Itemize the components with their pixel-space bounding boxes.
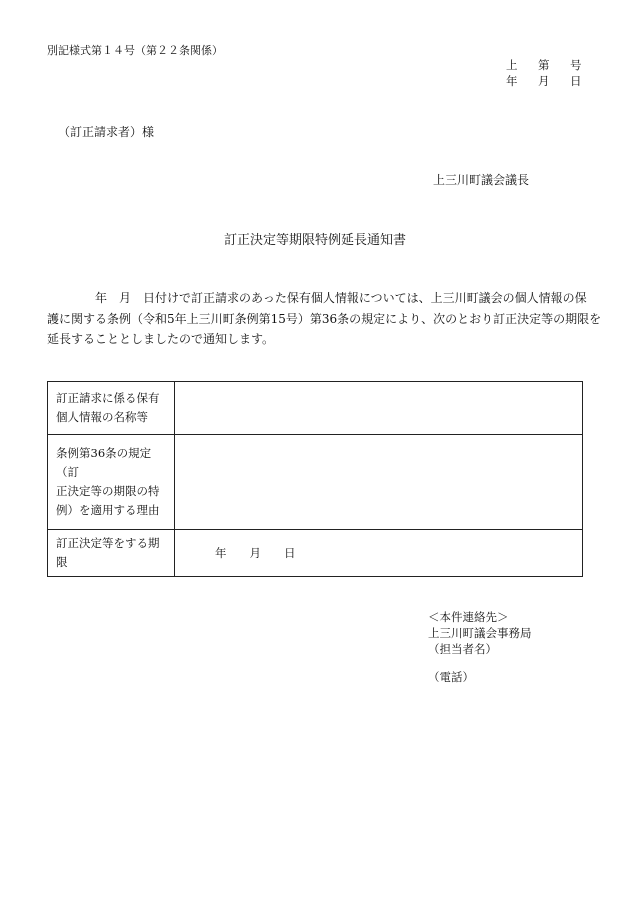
- label-line: 個人情報の名称等: [56, 410, 148, 424]
- label-line: 条例第36条の規定（訂: [56, 446, 152, 479]
- reference-block: [506, 57, 602, 89]
- table-row: [48, 530, 583, 577]
- addressee: （訂正請求者）様: [58, 125, 155, 139]
- label-line: 訂正決定等をする期: [56, 536, 160, 550]
- label-line: 例）を適用する理由: [56, 503, 160, 517]
- row-value: [175, 382, 583, 435]
- label-line: 限: [56, 555, 68, 569]
- notice-body: [47, 288, 602, 350]
- reference-number-row: [506, 57, 602, 73]
- contact-person: （担当者名）: [428, 642, 497, 656]
- form-number: 別記様式第１４号（第２２条関係）: [47, 44, 223, 57]
- reference-prefix: 上: [506, 58, 518, 72]
- spacer: [428, 657, 532, 669]
- details-table: [47, 381, 583, 577]
- reference-go: 号: [570, 58, 582, 72]
- contact-block: [428, 609, 532, 685]
- contact-office: 上三川町議会事務局: [428, 626, 532, 640]
- row-value: [175, 435, 583, 530]
- table-row: [48, 382, 583, 435]
- sender: 上三川町議会議長: [433, 173, 530, 187]
- row-label: [48, 435, 175, 530]
- row-label: [48, 382, 175, 435]
- deadline-date: 年 月 日: [175, 530, 583, 577]
- table-row: [48, 435, 583, 530]
- reference-year: 年: [506, 74, 518, 88]
- body-line-2: 護に関する条例（令和5年上三川町条例第15号）第36条の規定により、次のとおり訂正決定等の期限を: [47, 311, 602, 326]
- contact-phone: （電話）: [428, 670, 474, 684]
- reference-dai: 第: [538, 58, 550, 72]
- body-line-3: 延長することとしましたので通知します。: [47, 332, 275, 346]
- document-title: 訂正決定等期限特例延長通知書: [223, 233, 406, 248]
- contact-heading: ＜本件連絡先＞: [428, 610, 509, 624]
- label-line: 正決定等の期限の特: [56, 484, 160, 498]
- row-label: [48, 530, 175, 577]
- reference-month: 月: [538, 74, 550, 88]
- label-line: 訂正請求に係る保有: [56, 391, 160, 405]
- reference-day: 日: [570, 74, 582, 88]
- reference-date-row: [506, 73, 602, 89]
- body-line-1: 年 月 日付けで訂正請求のあった保有個人情報については、上三川町議会の個人情報の保: [95, 291, 587, 305]
